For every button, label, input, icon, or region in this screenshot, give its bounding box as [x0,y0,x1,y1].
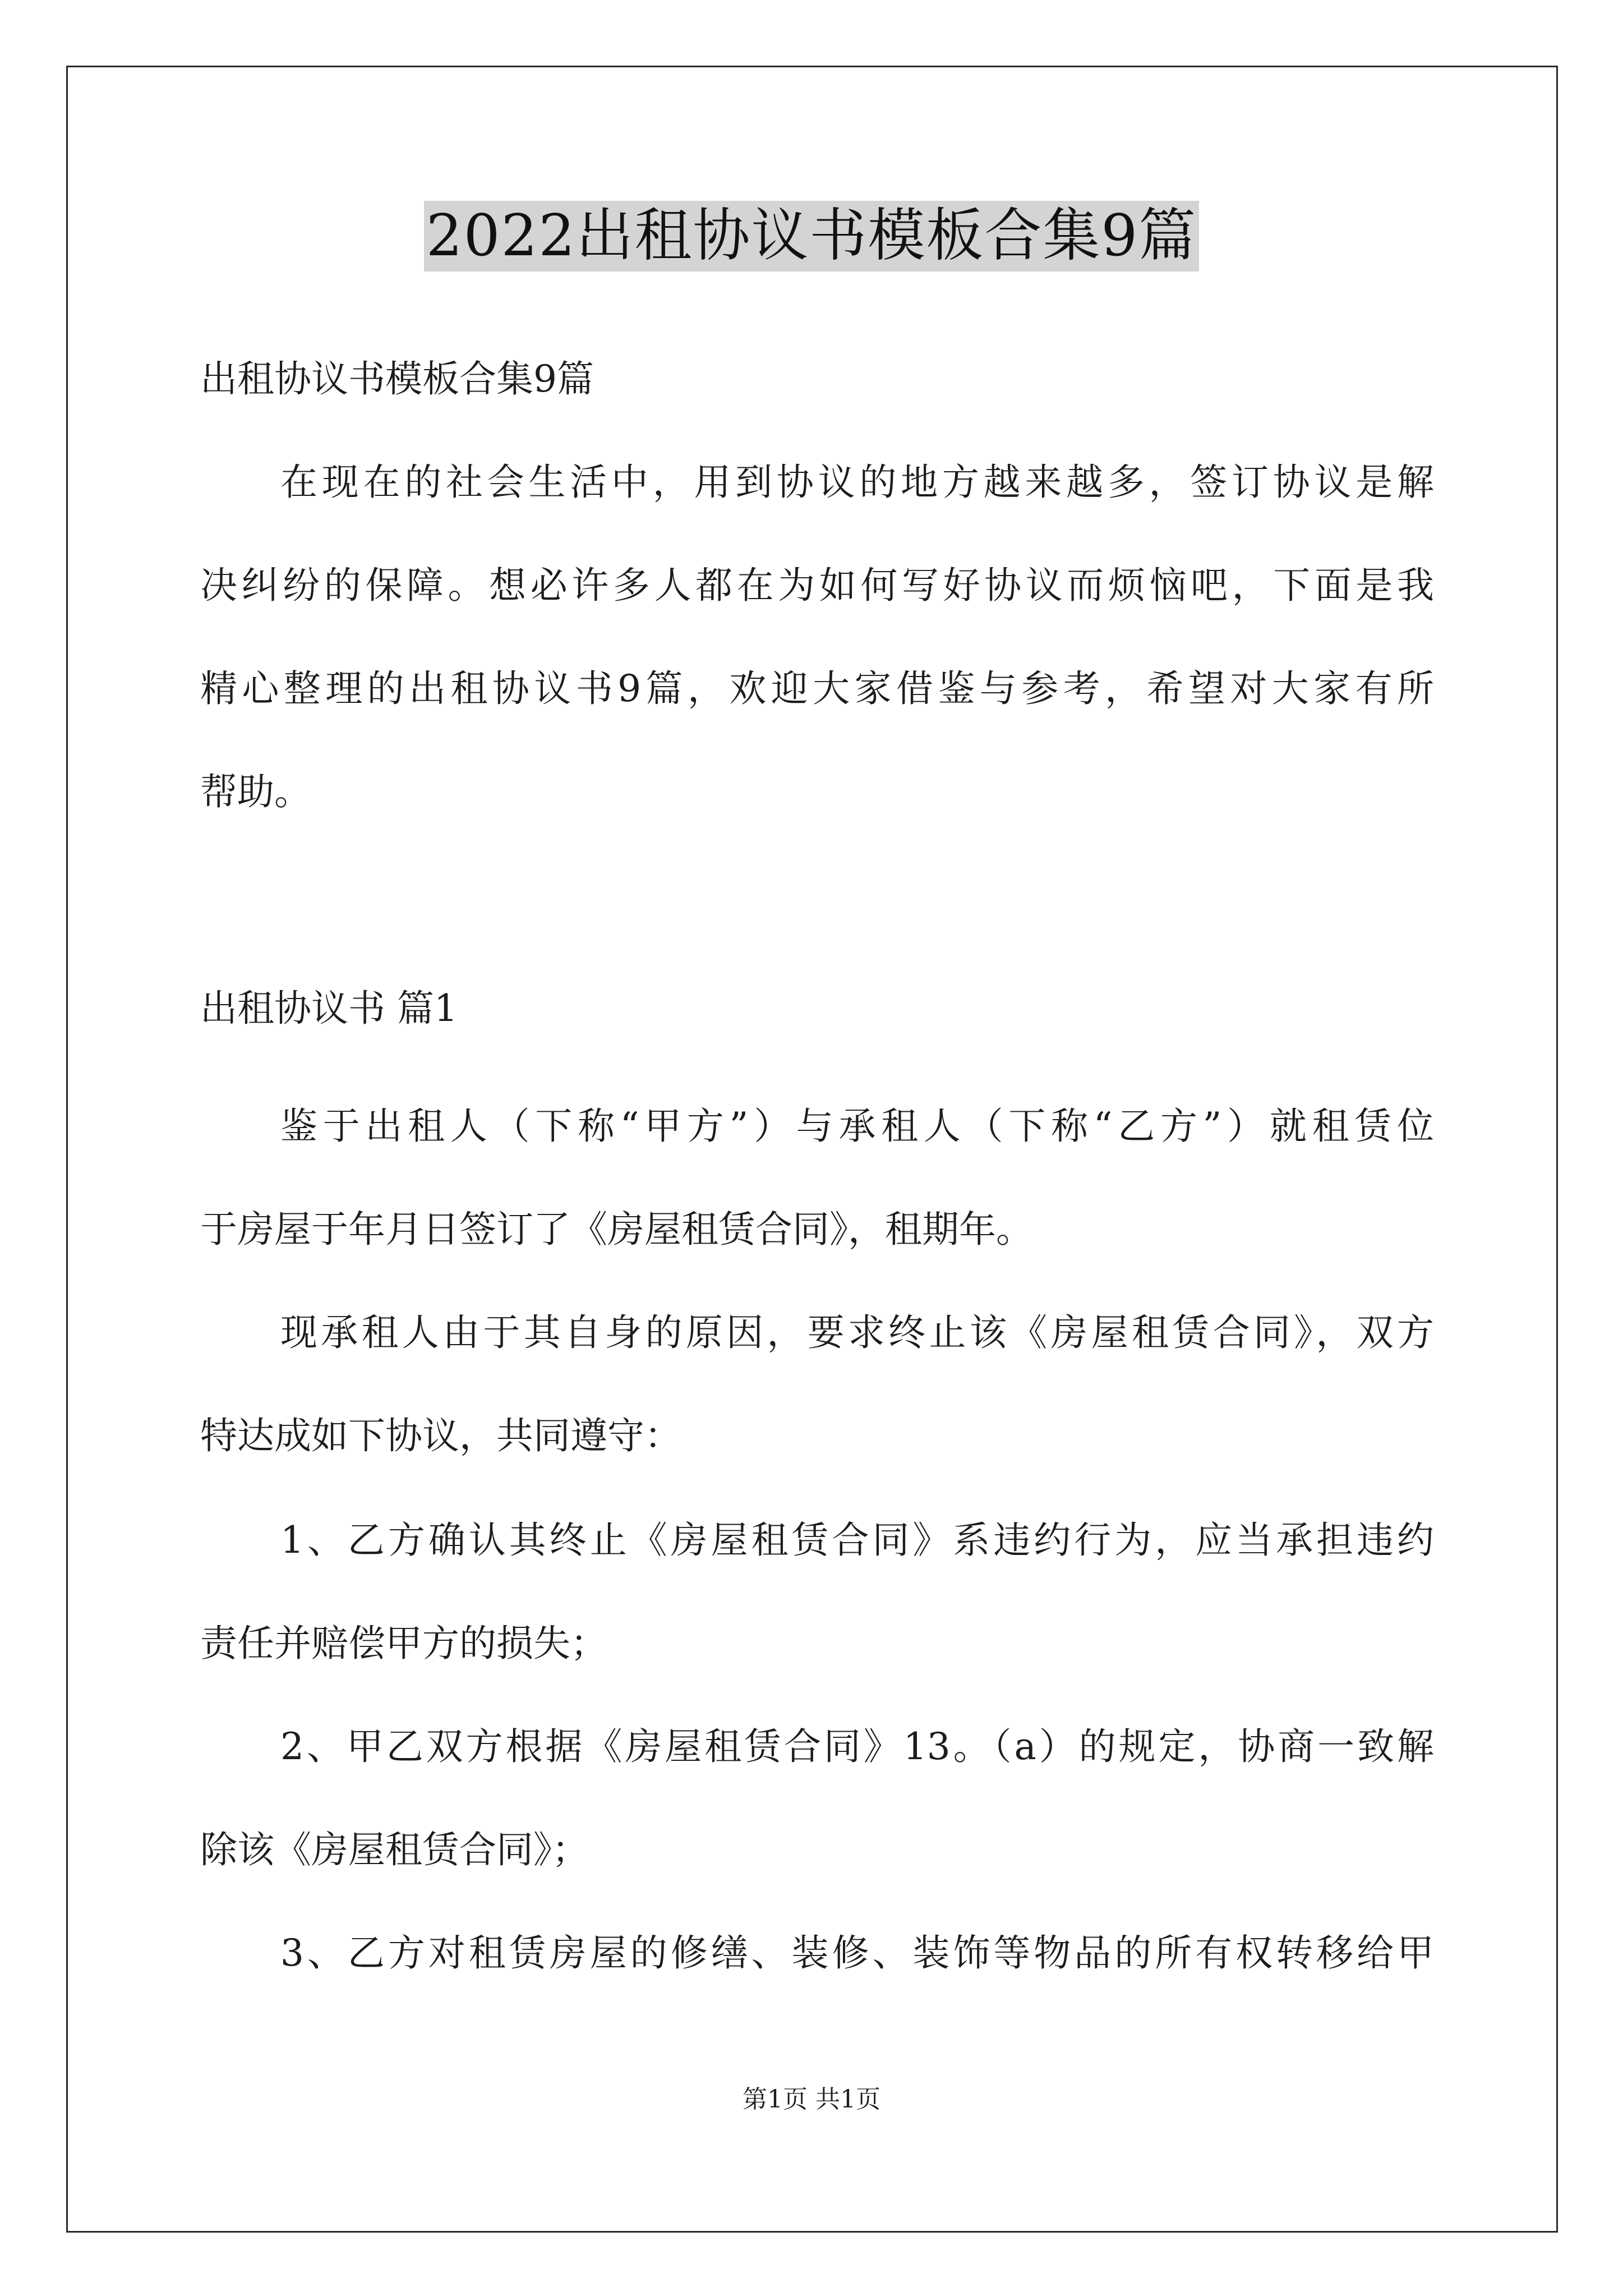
body-line: 1、乙方确认其终止《房屋租赁合同》系违约行为，应当承担违约 [280,1519,1434,1562]
page-footer: 第1页 共1页 [743,2085,880,2114]
intro-line: 决纠纷的保障。想必许多人都在为如何写好协议而烦恼吧，下面是我 [200,564,1434,607]
body-line: 责任并赔偿甲方的损失； [200,1622,607,1665]
body-line: 除该《房屋租赁合同》； [200,1828,589,1871]
body-line: 现承租人由于其自身的原因，要求终止该《房屋租赁合同》，双方 [280,1311,1434,1354]
document-subtitle: 出租协议书模板合集9篇 [200,357,594,401]
body-line: 鉴于出租人（下称“甲方”）与承租人（下称“乙方”）就租赁位 [280,1105,1434,1148]
intro-line: 精心整理的出租协议书9篇，欢迎大家借鉴与参考，希望对大家有所 [200,667,1434,710]
body-line: 2、甲乙双方根据《房屋租赁合同》13。（a）的规定，协商一致解 [280,1725,1434,1768]
body-line: 3、乙方对租赁房屋的修缮、装修、装饰等物品的所有权转移给甲 [280,1931,1434,1975]
title-container [0,201,1623,272]
intro-line: 帮助。 [200,770,311,813]
intro-line: 在现在的社会生活中，用到协议的地方越来越多，签订协议是解 [280,461,1434,504]
document-title: 2022出租协议书模板合集9篇 [424,201,1199,272]
section-heading: 出租协议书 篇1 [200,987,458,1030]
body-line: 特达成如下协议，共同遵守： [200,1414,681,1457]
body-line: 于房屋于年月日签订了《房屋租赁合同》，租期年。 [200,1208,1033,1251]
